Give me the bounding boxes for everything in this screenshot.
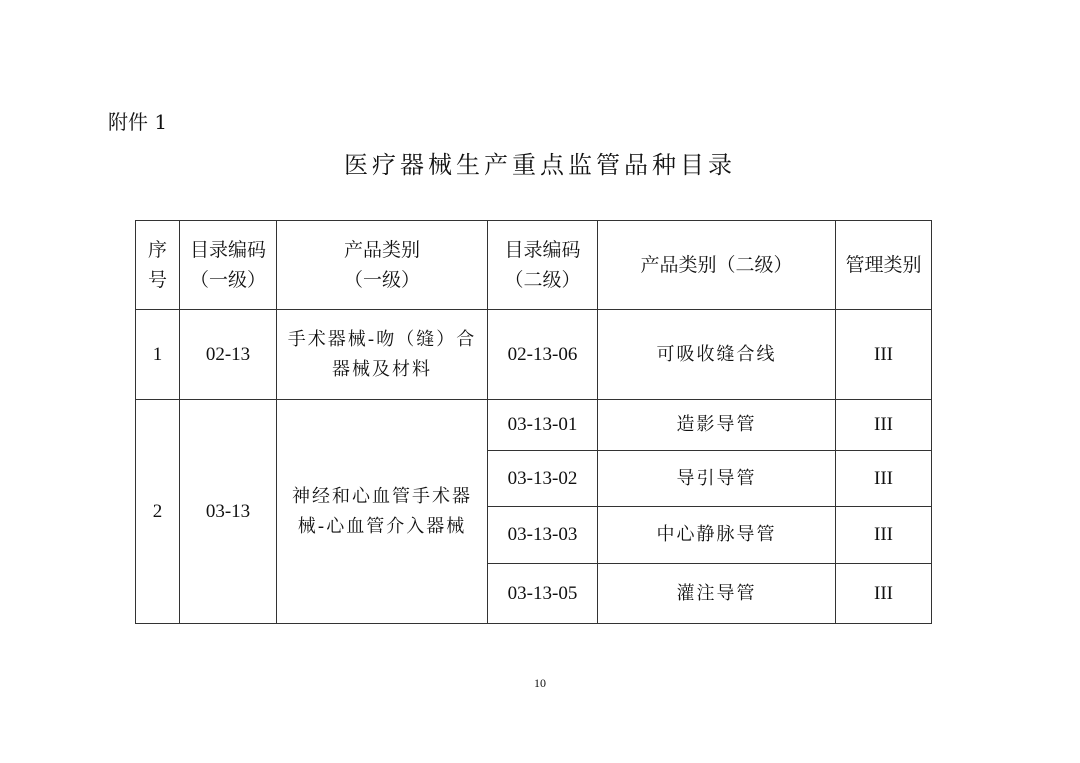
table-header-row	[136, 221, 932, 310]
category-level2-cell: 灌注导管	[598, 564, 836, 624]
category-level1-cell: 手术器械-吻（缝）合 器械及材料	[277, 310, 488, 400]
header-category-level1: 产品类别 （一级）	[277, 221, 488, 310]
table-row	[136, 310, 932, 400]
document-title: 医疗器械生产重点监管品种目录	[344, 151, 736, 179]
management-class-cell: III	[836, 507, 932, 564]
code-level2-cell: 02-13-06	[488, 310, 598, 400]
code-level2-cell: 03-13-03	[488, 507, 598, 564]
code-level1-cell: 03-13	[180, 400, 277, 624]
management-class-cell: III	[836, 310, 932, 400]
category-level2-cell: 导引导管	[598, 451, 836, 507]
table-row	[136, 400, 932, 451]
header-code-level1: 目录编码 （一级）	[180, 221, 277, 310]
category-level2-cell: 造影导管	[598, 400, 836, 451]
category-level2-cell: 可吸收缝合线	[598, 310, 836, 400]
category-level2-cell: 中心静脉导管	[598, 507, 836, 564]
header-management-class: 管理类别	[836, 221, 932, 310]
code-level2-cell: 03-13-02	[488, 451, 598, 507]
catalog-table	[135, 220, 932, 624]
code-level2-cell: 03-13-05	[488, 564, 598, 624]
header-code-level2: 目录编码 （二级）	[488, 221, 598, 310]
code-level1-cell: 02-13	[180, 310, 277, 400]
management-class-cell: III	[836, 400, 932, 451]
category-level1-cell: 神经和心血管手术器 械-心血管介入器械	[277, 400, 488, 624]
management-class-cell: III	[836, 564, 932, 624]
code-level2-cell: 03-13-01	[488, 400, 598, 451]
seq-cell: 1	[136, 310, 180, 400]
page-number: 10	[534, 676, 546, 690]
management-class-cell: III	[836, 451, 932, 507]
attachment-label: 附件 1	[108, 110, 168, 134]
seq-cell: 2	[136, 400, 180, 624]
header-seq: 序 号	[136, 221, 180, 310]
header-category-level2: 产品类别（二级）	[598, 221, 836, 310]
